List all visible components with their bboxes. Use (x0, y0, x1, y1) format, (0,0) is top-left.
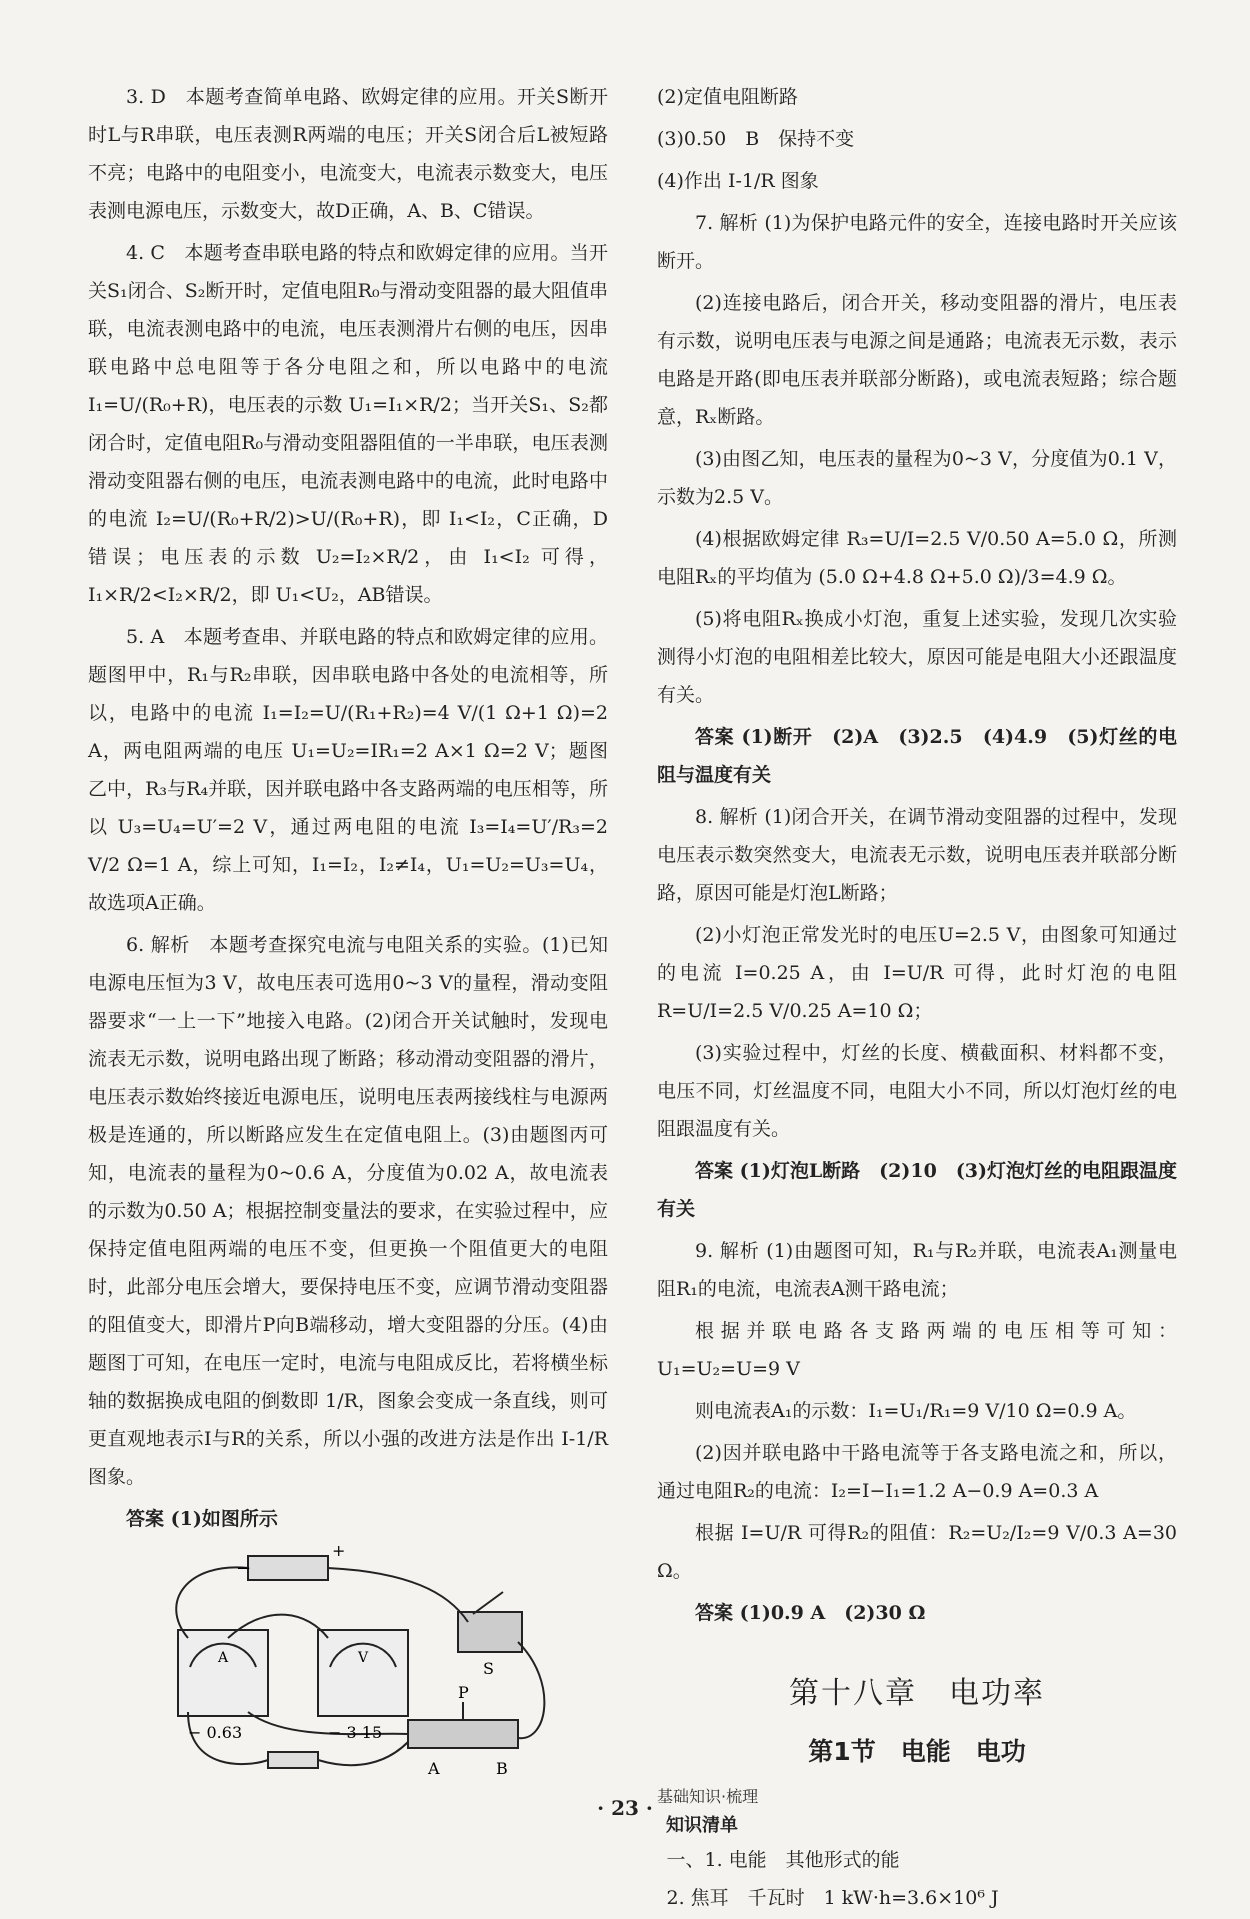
q9-answer: 答案 (1)0.9 A (2)30 Ω (695, 1602, 926, 1624)
svg-text:A: A (218, 1650, 229, 1666)
q8-part3: (3)实验过程中，灯丝的长度、横截面积、材料都不变，电压不同，灯丝温度不同，电阻大小不同，所以灯泡灯丝的电阻跟温度有关。 (657, 1042, 1177, 1140)
q9-part4: (2)因并联电路中干路电流等于各支路电流之和，所以，通过电阻R₂的电流：I₂=I−I₁=1.2 A−0.9 A=0.3 A (657, 1442, 1177, 1502)
right-column (657, 78, 1177, 1919)
q7-part4: (4)根据欧姆定律 R₃=U/I=2.5 V/0.50 A=5.0 Ω，所测电阻Rₓ的平均值为 (5.0 Ω+4.8 Ω+5.0 Ω)/3=4.9 Ω。 (657, 528, 1177, 588)
knowledge-title: 知识清单 (666, 1815, 738, 1836)
answer-q5: 5. A 本题考查串、并联电路的特点和欧姆定律的应用。题图甲中，R₁与R₂串联，因串联电路中各处的电流相等，所以，电路中的电流 I₁=I₂=U/(R₁+R₂)=4 V/(1 Ω+1 Ω)=2 A，两电阻两端的电压 U₁=U₂=IR₁=2 A×1 Ω=2 V；题图乙中，R₃与R₄并联，因并联电路中各支路两端的电压相等，所以 U₃=U₄=U′=2 V，通过两电阻的电流 I₃=I₄=U′/R₃=2 V/2 Ω=1 A，综上可知，I₁=I₂，I₂≠I₄，U₁=U₂=U₃=U₄，故选项A正确。 (88, 626, 608, 914)
q7-part1: 7. 解析 (1)为保护电路元件的安全，连接电路时开关应该断开。 (657, 212, 1177, 272)
resistor-icon (268, 1752, 318, 1768)
chapter-title: 第十八章 电功率 (789, 1676, 1045, 1711)
q7-answer: 答案 (1)断开 (2)A (3)2.5 (4)4.9 (5)灯丝的电阻与温度有关 (657, 726, 1177, 786)
circuit-diagram-svg (128, 1542, 568, 1782)
svg-text:A: A (428, 1759, 440, 1778)
q9-part5: 根据 I=U/R 可得R₂的阻值：R₂=U₂/I₂=9 V/0.3 A=30 Ω。 (657, 1522, 1177, 1582)
svg-text:− 0.63: − 0.63 (188, 1723, 243, 1742)
page-number: · 23 · (597, 1796, 653, 1820)
q6-cont-3: (3)0.50 B 保持不变 (657, 128, 855, 150)
q6-cont-2: (2)定值电阻断路 (657, 86, 798, 108)
answer-q6-result: 答案 (1)如图所示 (126, 1508, 278, 1530)
q7-part3: (3)由图乙知，电压表的量程为0~3 V，分度值为0.1 V，示数为2.5 V。 (657, 448, 1177, 508)
q9-part2: 根据并联电路各支路两端的电压相等可知：U₁=U₂=U=9 V (657, 1320, 1177, 1380)
svg-text:S: S (483, 1659, 494, 1678)
svg-text:P: P (458, 1683, 469, 1702)
svg-text:− 3 15: − 3 15 (328, 1723, 383, 1742)
rheostat-icon (408, 1720, 518, 1748)
q8-part1: 8. 解析 (1)闭合开关，在调节滑动变阻器的过程中，发现电压表示数突然变大，电流表无示数，说明电压表并联部分断路，原因可能是灯泡L断路； (657, 806, 1177, 904)
q6-cont-4: (4)作出 I-1/R 图象 (657, 170, 819, 192)
answer-q4: 4. C 本题考查串联电路的特点和欧姆定律的应用。当开关S₁闭合、S₂断开时，定值电阻R₀与滑动变阻器的最大阻值串联，电流表测电路中的电流，电压表测滑片右侧的电压，因串联电路中总电阻等于各分电阻之和，所以电路中的电流 I₁=U/(R₀+R)，电压表的示数 U₁=I₁×R/2；当开关S₁、S₂都闭合时，定值电阻R₀与滑动变阻器阻值的一半串联，电压表测滑动变阻器右侧的电压，电流表测电路中的电流，此时电路中的电流 I₂=U/(R₀+R/2)>U/(R₀+R)，即 I₁<I₂，C正确，D错误；电压表的示数 U₂=I₂×R/2，由 I₁<I₂ 可得，I₁×R/2<I₂×R/2，即 U₁<U₂，AB错误。 (88, 242, 608, 606)
q7-part5: (5)将电阻Rₓ换成小灯泡，重复上述实验，发现几次实验测得小灯泡的电阻相差比较大，原因可能是电阻大小还跟温度有关。 (657, 608, 1177, 706)
switch-icon (458, 1612, 522, 1652)
left-column (88, 78, 608, 1786)
answer-q6: 6. 解析 本题考查探究电流与电阻关系的实验。(1)已知电源电压恒为3 V，故电压表可选用0~3 V的量程，滑动变阻器要求“一上一下”地接入电路。(2)闭合开关试触时，发现电流表无示数，说明电路出现了断路；移动滑动变阻器的滑片，电压表示数始终接近电源电压，说明电压表两接线柱与电源两极是连通的，所以断路应发生在定值电阻上。(3)由题图丙可知，电流表的量程为0~0.6 A，分度值为0.02 A，故电流表的示数为0.50 A；根据控制变量法的要求，在实验过程中，应保持定值电阻两端的电压不变，但更换一个阻值更大的电阻时，此部分电压会增大，要保持电压不变，应调节滑动变阻器的阻值变大，即滑片P向B端移动，增大变阻器的分压。(4)由题图丁可知，在电压一定时，电流与电阻成反比，若将横坐标轴的数据换成电阻的倒数即 1/R，图象会变成一条直线，则可更直观地表示I与R的关系，所以小强的改进方法是作出 I-1/R 图象。 (88, 934, 608, 1488)
knowledge-item-2: 2. 焦耳 千瓦时 1 kW·h=3.6×10⁶ J (666, 1887, 999, 1909)
q8-part2: (2)小灯泡正常发光时的电压U=2.5 V，由图象可知通过的电流 I=0.25 A，由 I=U/R 可得，此时灯泡的电阻 R=U/I=2.5 V/0.25 A=10 Ω； (657, 924, 1177, 1022)
svg-text:+: + (332, 1542, 346, 1560)
svg-text:−: − (236, 1558, 252, 1579)
answer-q3: 3. D 本题考查简单电路、欧姆定律的应用。开关S断开时L与R串联，电压表测R两端的电压；开关S闭合后L被短路不亮；电路中的电阻变小，电流变大，电流表示数变大，电压表测电源电压，示数变大，故D正确，A、B、C错误。 (88, 86, 608, 222)
battery-icon (248, 1556, 328, 1580)
sub-heading: 基础知识·梳理 (657, 1787, 759, 1806)
svg-text:B: B (496, 1759, 508, 1778)
section-title: 第1节 电能 电功 (808, 1737, 1026, 1766)
svg-text:V: V (358, 1650, 369, 1666)
circuit-diagram (128, 1542, 608, 1786)
q8-answer: 答案 (1)灯泡L断路 (2)10 (3)灯泡灯丝的电阻跟温度有关 (657, 1160, 1178, 1220)
q7-part2: (2)连接电路后，闭合开关，移动变阻器的滑片，电压表有示数，说明电压表与电源之间是通路；电流表无示数，表示电路是开路(即电压表并联部分断路)，或电流表短路；综合题意，Rₓ断路。 (657, 292, 1177, 428)
q9-part1: 9. 解析 (1)由题图可知，R₁与R₂并联，电流表A₁测量电阻R₁的电流，电流表A测干路电流； (657, 1240, 1177, 1300)
knowledge-item-1: 一、1. 电能 其他形式的能 (666, 1849, 900, 1871)
q9-part3: 则电流表A₁的示数：I₁=U₁/R₁=9 V/10 Ω=0.9 A。 (695, 1400, 1137, 1422)
